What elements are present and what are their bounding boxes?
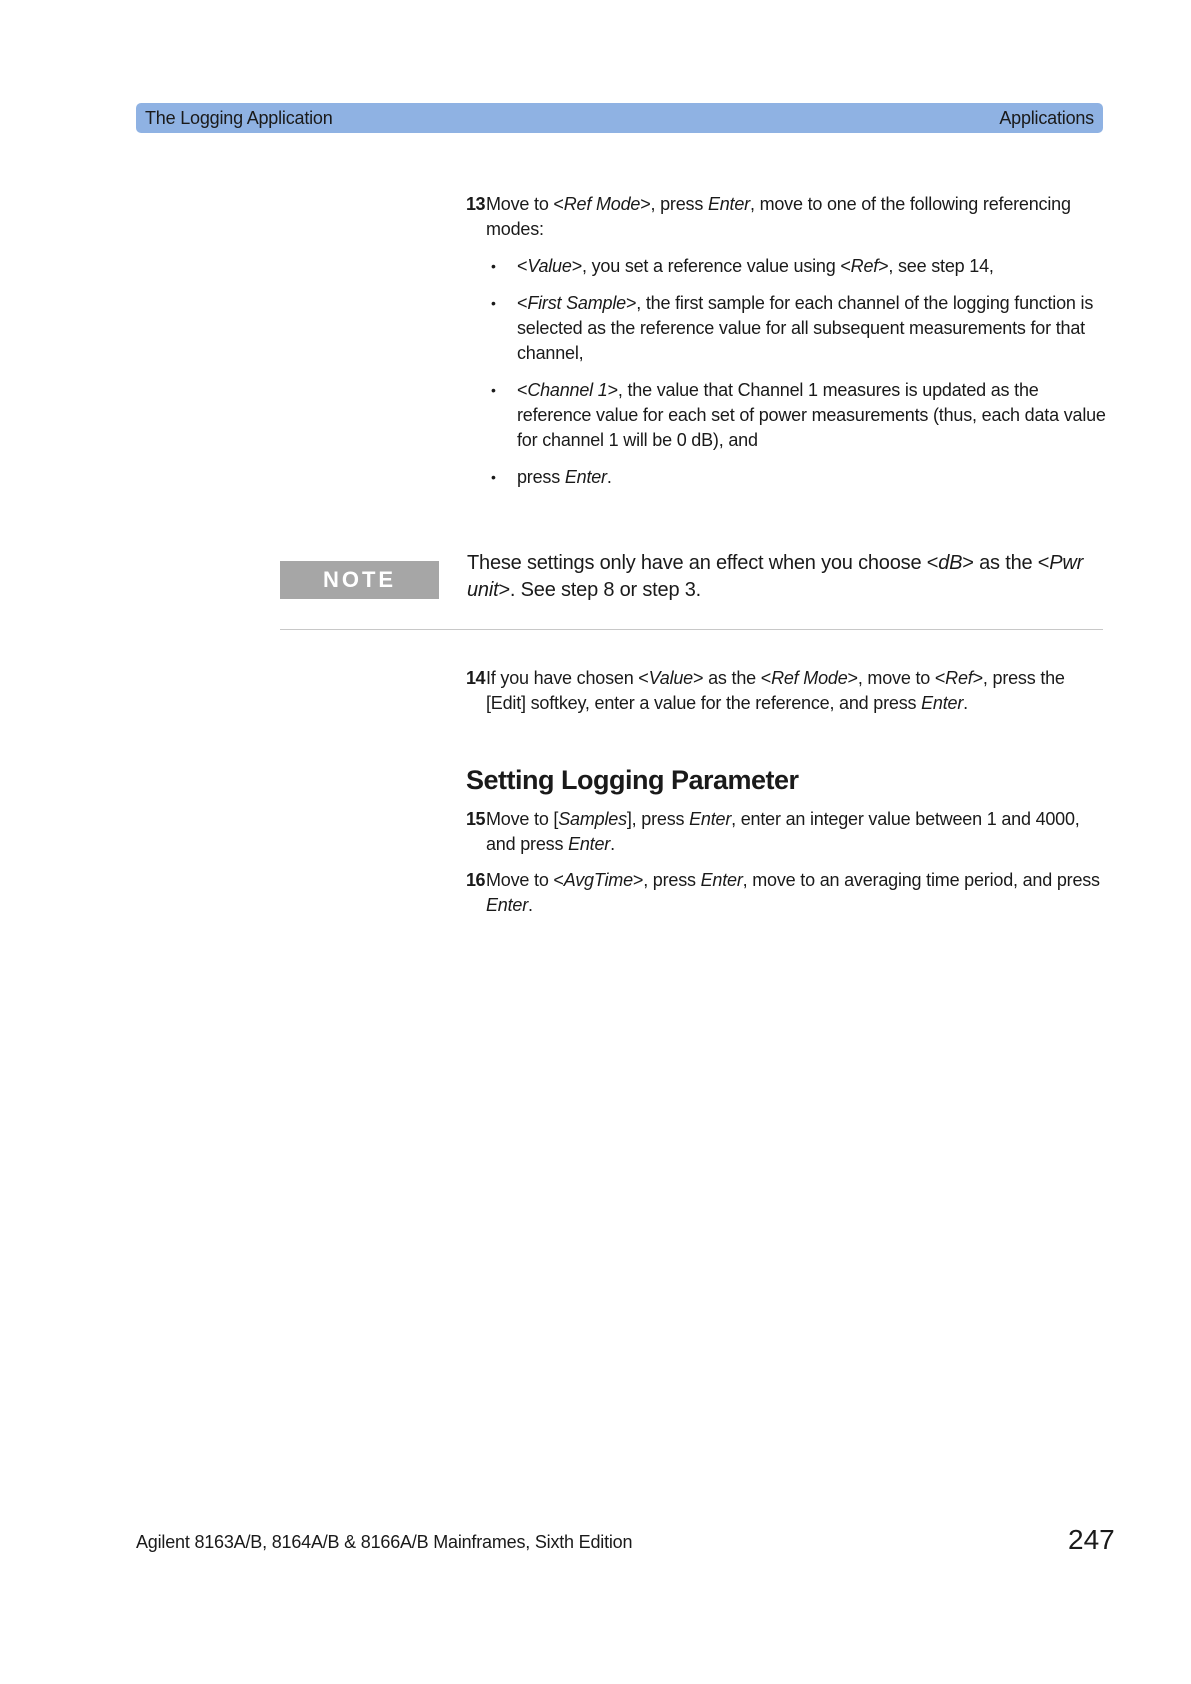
bullet-icon: • xyxy=(491,469,496,485)
list-item: • <Value>, you set a reference value using <Ref>, see step 14, xyxy=(466,254,1106,279)
step-14-block xyxy=(466,666,1106,716)
bullet-icon: • xyxy=(491,295,496,311)
bullet-icon: • xyxy=(491,258,496,274)
step-15-block xyxy=(466,807,1106,918)
step-14: 14 If you have chosen <Value> as the <Ref Mode>, move to <Ref>, press the [Edit] softkey, enter a value for the reference, and press Enter. xyxy=(466,668,1065,713)
list-item: • <Channel 1>, the value that Channel 1 measures is updated as the reference value for each set of power measurements (thus, each data value for channel 1 will be 0 dB), and xyxy=(491,380,1106,450)
step-16: 16 Move to <AvgTime>, press Enter, move to an averaging time period, and press Enter. xyxy=(466,870,1100,915)
step-number: 14 xyxy=(466,668,486,688)
step-number: 16 xyxy=(466,870,486,890)
list-item: • <First Sample>, the first sample for each channel of the logging function is selected as the reference value for all subsequent measurements for that channel, xyxy=(491,293,1094,363)
note-divider xyxy=(280,629,1103,630)
bullet-icon: • xyxy=(491,382,496,398)
note-text: These settings only have an effect when you choose <dB> as the <Pwr unit>. See step 8 or step 3. xyxy=(467,552,1084,601)
section-heading: Setting Logging Parameter xyxy=(466,765,799,795)
list-item: • press Enter. xyxy=(466,465,1106,490)
running-header xyxy=(136,103,1103,133)
note-badge: NOTE xyxy=(280,561,439,599)
section-title: Applications xyxy=(999,107,1094,128)
ref-mode-list xyxy=(466,254,1106,490)
step-13-block xyxy=(466,192,1106,490)
step-number: 15 xyxy=(466,809,486,829)
footer-edition: Agilent 8163A/B, 8164A/B & 8166A/B Mainframes, Sixth Edition xyxy=(136,1532,633,1552)
step-15: 15 Move to [Samples], press Enter, enter an integer value between 1 and 4000, and press Enter. xyxy=(466,809,1080,854)
page-number: 247 xyxy=(1068,1524,1115,1555)
step-13: 13 Move to <Ref Mode>, press Enter, move to one of the following referencing modes: xyxy=(466,194,1071,239)
step-number: 13 xyxy=(466,194,486,214)
chapter-title: The Logging Application xyxy=(145,107,333,128)
